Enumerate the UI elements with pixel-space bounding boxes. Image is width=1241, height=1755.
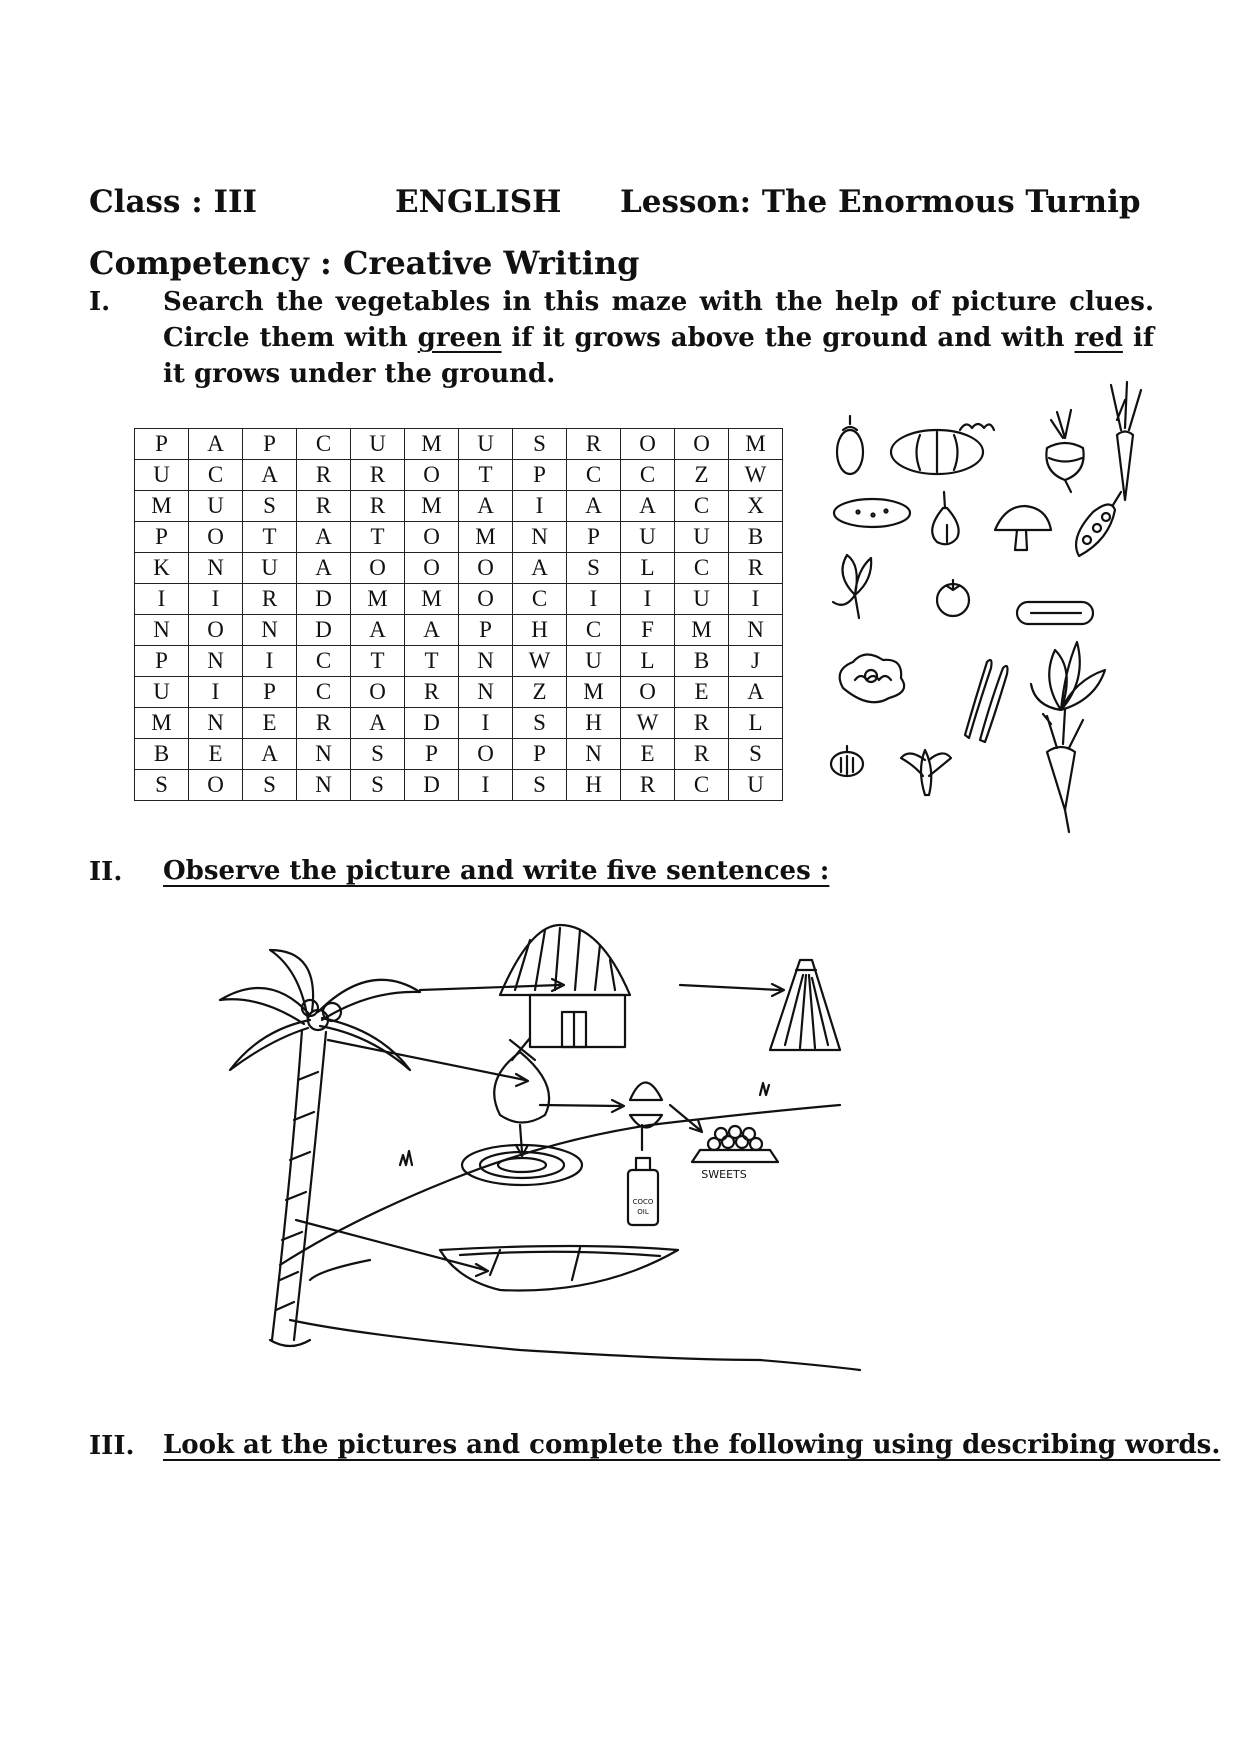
maze-cell: N — [243, 615, 297, 646]
maze-cell: I — [243, 646, 297, 677]
radish-icon — [1043, 710, 1083, 832]
maze-cell: S — [729, 739, 783, 770]
mushroom-icon — [995, 506, 1051, 550]
maze-cell: A — [243, 739, 297, 770]
oil-label-2: OIL — [637, 1208, 649, 1216]
maze-row — [135, 491, 783, 522]
q1-instructions — [163, 284, 1154, 392]
maze-cell: U — [459, 429, 513, 460]
maze-row — [135, 739, 783, 770]
q1-number: I. — [89, 287, 111, 317]
green-word: green — [417, 323, 502, 353]
maze-cell: O — [405, 522, 459, 553]
maze-cell: O — [189, 522, 243, 553]
maze-cell: N — [297, 770, 351, 801]
ground-lines — [280, 1083, 860, 1370]
maze-cell: A — [405, 615, 459, 646]
maze-cell: N — [297, 739, 351, 770]
maze-cell: U — [135, 460, 189, 491]
maze-cell: P — [243, 429, 297, 460]
maze-cell: T — [351, 646, 405, 677]
maze-cell: R — [567, 429, 621, 460]
maze-cell: E — [189, 739, 243, 770]
oil-label-1: COCO — [632, 1198, 654, 1206]
q3-number: III. — [89, 1431, 135, 1461]
maze-cell: D — [297, 615, 351, 646]
maze-cell: W — [621, 708, 675, 739]
maze-cell: C — [621, 460, 675, 491]
q1-text-c: if it grows under the ground. — [163, 323, 1154, 389]
maze-cell: M — [567, 677, 621, 708]
maze-row — [135, 770, 783, 801]
maze-cell: P — [513, 460, 567, 491]
cauliflower-icon — [840, 654, 904, 702]
maze-cell: C — [513, 584, 567, 615]
maze-cell: E — [243, 708, 297, 739]
cucumber-icon — [1017, 602, 1093, 624]
maze-cell: C — [675, 770, 729, 801]
maze-cell: I — [729, 584, 783, 615]
maze-cell: S — [243, 491, 297, 522]
maze-cell: S — [567, 553, 621, 584]
maze-cell: U — [243, 553, 297, 584]
maze-cell: A — [621, 491, 675, 522]
maze-cell: M — [135, 491, 189, 522]
maze-cell: M — [405, 491, 459, 522]
coconut-tree-icon — [220, 950, 420, 1346]
spinach-icon — [833, 555, 871, 618]
maze-cell: K — [135, 553, 189, 584]
maze-cell: R — [297, 708, 351, 739]
maze-cell: O — [459, 739, 513, 770]
maze-cell: A — [729, 677, 783, 708]
maze-cell: R — [351, 491, 405, 522]
maze-cell: N — [189, 553, 243, 584]
maze-cell: M — [135, 708, 189, 739]
maze-row — [135, 615, 783, 646]
maze-cell: A — [459, 491, 513, 522]
maze-cell: D — [405, 770, 459, 801]
maze-cell: L — [621, 553, 675, 584]
maze-cell: I — [459, 708, 513, 739]
maze-cell: O — [405, 553, 459, 584]
maze-cell: A — [351, 615, 405, 646]
maze-cell: A — [351, 708, 405, 739]
leafy-greens-icon — [1031, 642, 1105, 710]
maze-cell: T — [405, 646, 459, 677]
maze-cell: I — [189, 584, 243, 615]
maze-cell: W — [513, 646, 567, 677]
maze-cell: O — [621, 429, 675, 460]
maze-cell: N — [729, 615, 783, 646]
maze-cell: A — [297, 522, 351, 553]
red-word: red — [1074, 323, 1123, 353]
maze-cell: W — [729, 460, 783, 491]
maze-cell: D — [405, 708, 459, 739]
maze-cell: S — [513, 429, 567, 460]
maze-cell: U — [675, 522, 729, 553]
maze-cell: R — [405, 677, 459, 708]
vegetable-clues — [825, 380, 1165, 835]
maze-cell: R — [675, 708, 729, 739]
maze-cell: N — [459, 677, 513, 708]
q1-text-a: Search the vegetables in this maze with the help of picture clues. Circle them with — [163, 287, 1154, 353]
maze-cell: C — [675, 491, 729, 522]
maze-row — [135, 677, 783, 708]
turnip-icon — [1046, 410, 1083, 492]
brinjal-icon — [837, 416, 863, 474]
maze-cell: R — [729, 553, 783, 584]
maze-cell: P — [459, 615, 513, 646]
maze-cell: U — [351, 429, 405, 460]
maze-cell: O — [405, 460, 459, 491]
maze-cell: O — [351, 677, 405, 708]
onion-icon — [932, 492, 958, 544]
maze-cell: C — [297, 429, 351, 460]
maze-cell: B — [729, 522, 783, 553]
peas-pod-icon — [1076, 492, 1121, 556]
maze-cell: I — [567, 584, 621, 615]
maze-cell: E — [675, 677, 729, 708]
lesson-label: Lesson: The Enormous Turnip — [620, 184, 1141, 220]
maze-cell: U — [189, 491, 243, 522]
maze-cell: S — [513, 770, 567, 801]
broom-icon — [770, 960, 840, 1050]
maze-cell: P — [135, 522, 189, 553]
maze-cell: T — [243, 522, 297, 553]
maze-cell: I — [189, 677, 243, 708]
maze-row — [135, 646, 783, 677]
maze-cell: P — [135, 646, 189, 677]
maze-row — [135, 708, 783, 739]
word-search-grid — [134, 428, 783, 801]
maze-cell: O — [459, 553, 513, 584]
maze-cell: N — [189, 708, 243, 739]
maze-cell: R — [351, 460, 405, 491]
subject-label: ENGLISH — [395, 184, 562, 220]
class-label: Class : III — [89, 184, 257, 220]
maze-cell: O — [459, 584, 513, 615]
maze-cell: C — [675, 553, 729, 584]
coconut-tree-scene — [200, 920, 1200, 1440]
maze-cell: B — [135, 739, 189, 770]
maze-cell: H — [567, 770, 621, 801]
maze-cell: H — [567, 708, 621, 739]
maze-cell: Z — [675, 460, 729, 491]
maze-row — [135, 522, 783, 553]
maze-cell: U — [675, 584, 729, 615]
q2-number: II. — [89, 857, 123, 887]
coir-rope-icon — [462, 1145, 582, 1185]
competency-heading: Competency : Creative Writing — [89, 244, 640, 282]
maze-cell: I — [459, 770, 513, 801]
maze-cell: N — [513, 522, 567, 553]
maze-cell: A — [189, 429, 243, 460]
maze-cell: U — [135, 677, 189, 708]
maze-cell: N — [459, 646, 513, 677]
maze-cell: O — [621, 677, 675, 708]
maze-cell: N — [135, 615, 189, 646]
maze-cell: S — [135, 770, 189, 801]
maze-cell: A — [297, 553, 351, 584]
maze-cell: H — [513, 615, 567, 646]
maze-cell: N — [189, 646, 243, 677]
maze-cell: C — [297, 677, 351, 708]
beans-icon — [965, 660, 1008, 742]
sweets-label: SWEETS — [701, 1168, 747, 1181]
maze-cell: I — [135, 584, 189, 615]
maze-cell: J — [729, 646, 783, 677]
maze-cell: M — [351, 584, 405, 615]
maze-cell: S — [513, 708, 567, 739]
corn-icon — [901, 750, 951, 795]
maze-cell: M — [675, 615, 729, 646]
maze-cell: O — [189, 615, 243, 646]
maze-cell: C — [567, 615, 621, 646]
maze-cell: P — [405, 739, 459, 770]
maze-cell: S — [351, 739, 405, 770]
sweets-tray-icon — [692, 1126, 778, 1181]
maze-cell: P — [513, 739, 567, 770]
maze-cell: D — [297, 584, 351, 615]
maze-cell: R — [297, 460, 351, 491]
maze-cell: R — [675, 739, 729, 770]
maze-cell: U — [729, 770, 783, 801]
maze-cell: M — [405, 584, 459, 615]
maze-cell: U — [621, 522, 675, 553]
maze-cell: A — [243, 460, 297, 491]
tomato-icon — [937, 580, 969, 616]
carrot-icon — [1111, 382, 1141, 500]
maze-cell: A — [567, 491, 621, 522]
maze-cell: R — [297, 491, 351, 522]
maze-cell: P — [567, 522, 621, 553]
maze-row — [135, 584, 783, 615]
potato-icon — [834, 499, 910, 527]
maze-cell: M — [405, 429, 459, 460]
maze-cell: C — [297, 646, 351, 677]
maze-cell: N — [567, 739, 621, 770]
maze-cell: S — [351, 770, 405, 801]
maze-cell: L — [621, 646, 675, 677]
maze-cell: L — [729, 708, 783, 739]
maze-cell: R — [243, 584, 297, 615]
maze-cell: O — [189, 770, 243, 801]
maze-row — [135, 460, 783, 491]
maze-cell: P — [135, 429, 189, 460]
maze-cell: P — [243, 677, 297, 708]
maze-cell: O — [675, 429, 729, 460]
maze-cell: O — [351, 553, 405, 584]
maze-row — [135, 553, 783, 584]
maze-cell: X — [729, 491, 783, 522]
maze-cell: C — [189, 460, 243, 491]
maze-cell: F — [621, 615, 675, 646]
maze-cell: T — [351, 522, 405, 553]
scene-arrows — [296, 979, 784, 1276]
q3-title: Look at the pictures and complete the following using describing words. — [163, 1430, 1221, 1460]
coconut-halves-icon — [630, 1083, 662, 1128]
q1-text-b: if it grows above the ground and with — [501, 323, 1075, 353]
maze-cell: Z — [513, 677, 567, 708]
maze-cell: B — [675, 646, 729, 677]
maze-cell: A — [513, 553, 567, 584]
coconut-oil-icon — [628, 1158, 658, 1225]
maze-cell: E — [621, 739, 675, 770]
maze-cell: S — [243, 770, 297, 801]
q2-title: Observe the picture and write five sentences : — [163, 856, 830, 886]
maze-cell: C — [567, 460, 621, 491]
maze-cell: I — [513, 491, 567, 522]
maze-cell: M — [459, 522, 513, 553]
maze-cell: I — [621, 584, 675, 615]
maze-cell: U — [567, 646, 621, 677]
maze-cell: M — [729, 429, 783, 460]
pumpkin-icon — [891, 424, 994, 474]
maze-cell: T — [459, 460, 513, 491]
maze-row — [135, 429, 783, 460]
maze-cell: R — [621, 770, 675, 801]
small-pumpkin-icon — [831, 746, 863, 776]
